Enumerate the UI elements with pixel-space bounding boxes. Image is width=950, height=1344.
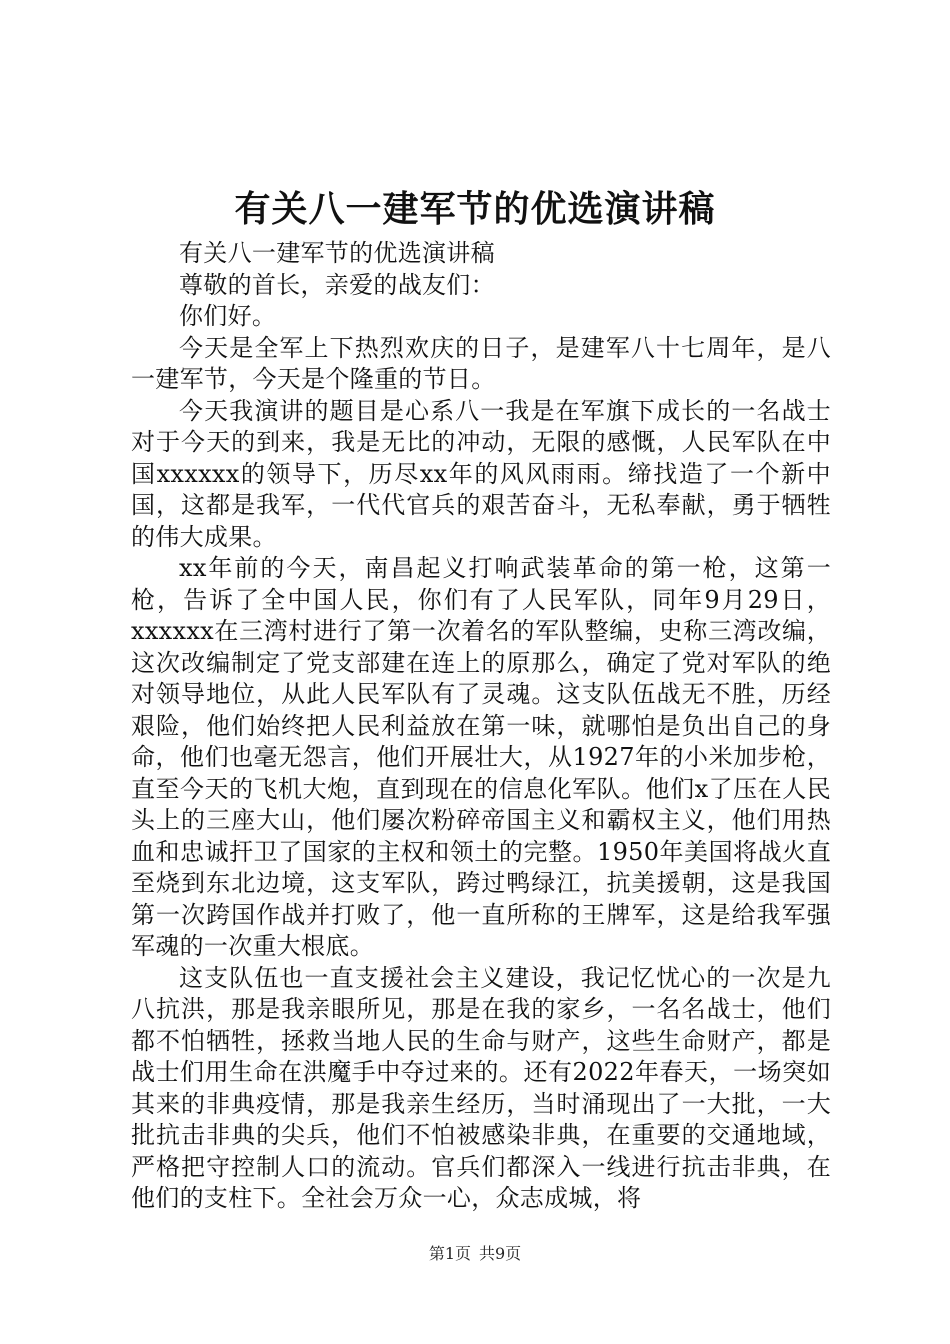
paragraph-heading: 有关八一建军节的优选演讲稿 <box>179 239 495 267</box>
page-footer <box>0 1243 950 1265</box>
document-body <box>131 238 831 1215</box>
page-number: 第1页 <box>428 1244 471 1263</box>
paragraph: 今天是全军上下热烈欢庆的日子，是建军八十七周年，是八一建军节，今天是个隆重的节日。 <box>131 333 831 393</box>
paragraph-salutation: 尊敬的首长，亲爱的战友们： <box>179 270 495 299</box>
paragraph-greeting: 你们好。 <box>179 302 277 330</box>
paragraph: xx年前的今天，南昌起义打响武装革命的第一枪，这第一枪，告诉了全中国人民，你们有了人民军队，同年9月29日，xxxxxx在三湾村进行了第一次着名的军队整编，史称三湾改编，这次改编制定了党支部建在连上的原那么，确定了党对军队的绝对领导地位，从此人民军队有了灵魂。这支队伍战无不胜，历经艰险，他们始终把人民利益放在第一味，就哪怕是负出自己的身命，他们也毫无怨言，他们开展壮大，从1927年的小米加步枪，直至今天的飞机大炮，直到现在的信息化军队。他们x了压在人民头上的三座大山，他们屡次粉碎帝国主义和霸权主义，他们用热血和忠诚扞卫了国家的主权和领土的完整。1950年美国将战火直至烧到东北边境，这支军队，跨过鸭绿江，抗美援朝，这是我国第一次跨国作战并打败了，他一直所称的王牌军，这是给我军强军魂的一次重大根底。 <box>131 554 831 960</box>
page-total: 共9页 <box>479 1244 522 1263</box>
document-title: 有关八一建军节的优选演讲稿 <box>234 188 716 230</box>
paragraph: 今天我演讲的题目是心系八一我是在军旗下成长的一名战士对于今天的到来，我是无比的冲动，无限的感慨，人民军队在中国xxxxxx的领导下，历尽xx年的风风雨雨。缔找造了一个新中国，这都是我军，一代代官兵的艰苦奋斗，无私奉献，勇于牺牲的伟大成果。 <box>131 396 831 551</box>
paragraph: 这支队伍也一直支援社会主义建设，我记忆忧心的一次是九八抗洪，那是我亲眼所见，那是在我的家乡，一名名战士，他们都不怕牺牲，拯救当地人民的生命与财产，这些生命财产，都是战士们用生命在洪魔手中夺过来的。还有2022年春天，一场突如其来的非典疫情，那是我亲生经历，当时涌现出了一大批，一大批抗击非典的尖兵，他们不怕被感染非典，在重要的交通地域，严格把守控制人口的流动。官兵们都深入一线进行抗击非典，在他们的支柱下。全社会万众一心，众志成城，将 <box>131 963 831 1212</box>
